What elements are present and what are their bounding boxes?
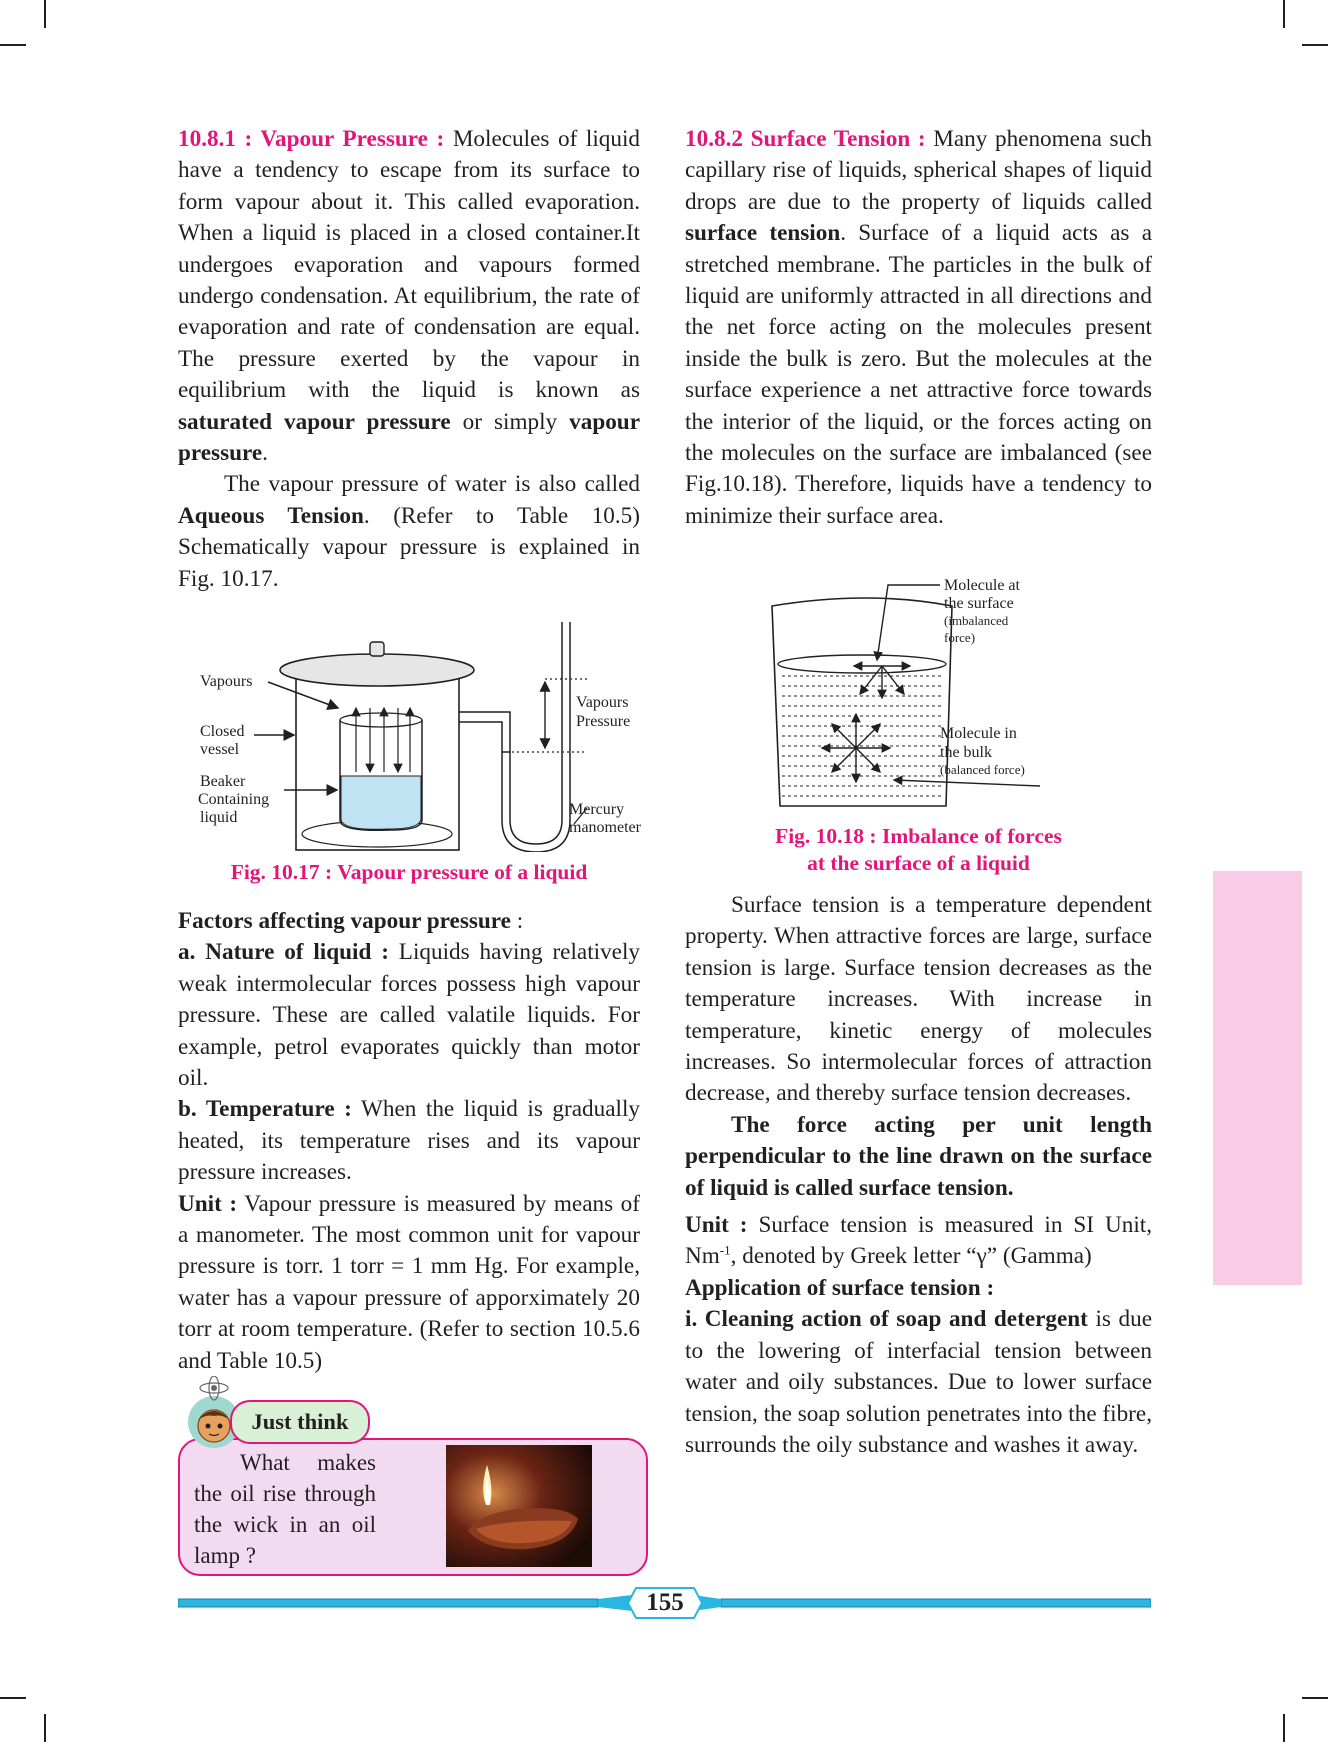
right-column bbox=[685, 124, 1152, 532]
label-mercury-1: Mercury bbox=[569, 801, 625, 818]
surface-force-arrow bbox=[882, 666, 904, 694]
crop-mark bbox=[1283, 0, 1285, 28]
application-heading: Application of surface tension : bbox=[685, 1274, 995, 1301]
bulk-force-arrow bbox=[856, 748, 880, 772]
manometer-inner bbox=[459, 622, 570, 852]
crop-mark bbox=[0, 1697, 26, 1699]
chapter-tab bbox=[1213, 871, 1302, 1285]
aqueous-tension-paragraph: The vapour pressure of water is also called Aqueous Tension. (Refer to Table 10.5) Schematically vapour pressure is explained in Fig. 10.17. bbox=[178, 471, 640, 592]
beaker-outline bbox=[772, 598, 952, 806]
mercury-manometer bbox=[459, 622, 562, 844]
just-think-question: What makes the oil rise through the wick in an oil lamp ? bbox=[194, 1450, 376, 1568]
factor-nature: a. Nature of liquid : Liquids having relatively weak intermolecular forces possess high vapour pressure. These are called valatile liquids. For example, petrol evaporates quickly than motor oil. bbox=[178, 939, 641, 1092]
label-vapours-pressure-2: Pressure bbox=[576, 713, 631, 730]
section-heading-vapour-pressure: 10.8.1 : Vapour Pressure : bbox=[178, 126, 445, 152]
label-surface-2: the surface bbox=[944, 595, 1014, 612]
bulk-force-arrow bbox=[856, 724, 880, 748]
label-vapours: Vapours bbox=[200, 673, 253, 690]
just-think-badge: Just think bbox=[230, 1400, 370, 1444]
fig-10-18-caption-line-2: at the surface of a liquid bbox=[807, 851, 1030, 875]
factor-temperature: b. Temperature : When the liquid is gradually heated, its temperature rises and its vapour pressure increases. bbox=[178, 1096, 640, 1186]
left-column bbox=[178, 124, 640, 595]
label-beaker: Beaker bbox=[200, 773, 246, 790]
figure-vapour-pressure bbox=[190, 612, 660, 852]
label-mercury-2: manometer bbox=[569, 819, 641, 836]
factors-section bbox=[178, 906, 640, 1377]
temperature-paragraph: Surface tension is a temperature dependent property. When attractive forces are large, surface tension is large. Surface tension decreases as the temperature increases. With increase in temperature, kinetic energy of molecules increases. So intermolecular forces of attraction decrease, and thereby surface tension decreases. bbox=[685, 892, 1152, 1107]
label-vessel: vessel bbox=[200, 741, 240, 758]
fig-10-17-caption: Fig. 10.17 : Vapour pressure of a liquid bbox=[230, 860, 588, 884]
surface-force-arrow bbox=[860, 666, 882, 694]
crop-mark bbox=[1283, 1714, 1285, 1742]
definition-paragraph: The force acting per unit length perpendicular to the line drawn on the surface of liquid is called surface tension. bbox=[685, 1111, 1152, 1201]
fig-10-18-caption-line-1: Fig. 10.18 : Imbalance of forces bbox=[775, 824, 1062, 848]
label-bulk-2: the bulk bbox=[940, 744, 992, 761]
vessel-lid bbox=[280, 654, 474, 686]
section-heading-surface-tension: 10.8.2 Surface Tension : bbox=[685, 126, 926, 152]
label-liquid: liquid bbox=[200, 809, 238, 826]
bulk-force-arrow bbox=[832, 748, 856, 772]
surface-tension-details bbox=[685, 890, 1152, 1461]
surface-tension-paragraph: 10.8.2 Surface Tension : Many phenomena such capillary rise of liquids, spherical shapes of liquid drops are due to the property of liquids called surface tension. Surface of a liquid acts as a stretched membrane. The particles in the bulk of liquid are uniformly attracted in all directions and the net force acting on the molecules present inside the bulk is zero. But the molecules at the surface experience a net attractive force towards the interior of the liquid, or the forces acting on the molecules on the surface are imbalanced (see Fig.10.18). Therefore, liquids have a tendency to minimize their surface area. bbox=[685, 126, 1152, 529]
lid-knob bbox=[370, 642, 384, 656]
cleaning-action-paragraph: i. Cleaning action of soap and detergent is due to the lowering of interfacial tension between water and oily substances. Due to lower surface tension, the soap solution penetrates into the fibre, surrounds the oily substance and washes it away. bbox=[685, 1306, 1152, 1458]
label-containing: Containing bbox=[198, 791, 270, 808]
crop-mark bbox=[0, 44, 26, 46]
label-vapours-pressure-1: Vapours bbox=[576, 694, 629, 711]
label-surface-3: (imbalanced bbox=[944, 613, 1009, 628]
pointer-vapours bbox=[268, 682, 338, 708]
oil-lamp-image bbox=[446, 1445, 592, 1567]
label-surface-4: force) bbox=[944, 630, 976, 645]
beaker-liquid bbox=[341, 776, 421, 829]
label-bulk-3: (balanced force) bbox=[940, 762, 1025, 777]
crop-mark bbox=[1302, 1697, 1328, 1699]
crop-mark bbox=[44, 1714, 46, 1742]
pointer-surface-molecule bbox=[877, 585, 940, 660]
crop-mark bbox=[44, 0, 46, 28]
vapour-pressure-unit: Unit : Vapour pressure is measured by means of a manometer. The most common unit for vapour pressure is torr. 1 torr = 1 mm Hg. For example, water has a vapour pressure of apporximately 20 torr at room temperature. (Refer to section 10.5.6 and Table 10.5) bbox=[178, 1190, 640, 1374]
label-closed: Closed bbox=[200, 723, 245, 740]
page-number: 155 bbox=[646, 1589, 684, 1616]
pointer-bulk-molecule bbox=[894, 780, 1040, 786]
liquid-dots bbox=[782, 676, 944, 796]
liquid-surface bbox=[778, 655, 946, 673]
surface-tension-unit: Unit : Surface tension is measured in SI Unit, $Nm^{-1}$, denoted by Greek letter “γ” (Gamma) bbox=[685, 1212, 1152, 1270]
figure-imbalance-of-forces bbox=[760, 568, 1050, 814]
crop-mark bbox=[1302, 44, 1328, 46]
label-bulk-1: Molecule in bbox=[940, 725, 1017, 742]
label-surface-1: Molecule at bbox=[944, 577, 1020, 594]
vapour-pressure-paragraph: 10.8.1 : Vapour Pressure : Molecules of liquid have a tendency to escape from its surface to form vapour about it. This called evaporation. When a liquid is placed in a closed container.It undergoes evaporation and vapours formed undergo condensation. At equilibrium, the rate of evaporation and rate of condensation are equal. The pressure exerted by the vapour in equilibrium with the liquid is known as saturated vapour pressure or simply vapour pressure. bbox=[178, 126, 640, 467]
bulk-force-arrow bbox=[832, 724, 856, 748]
factors-title: Factors affecting vapour pressure : bbox=[178, 908, 524, 934]
